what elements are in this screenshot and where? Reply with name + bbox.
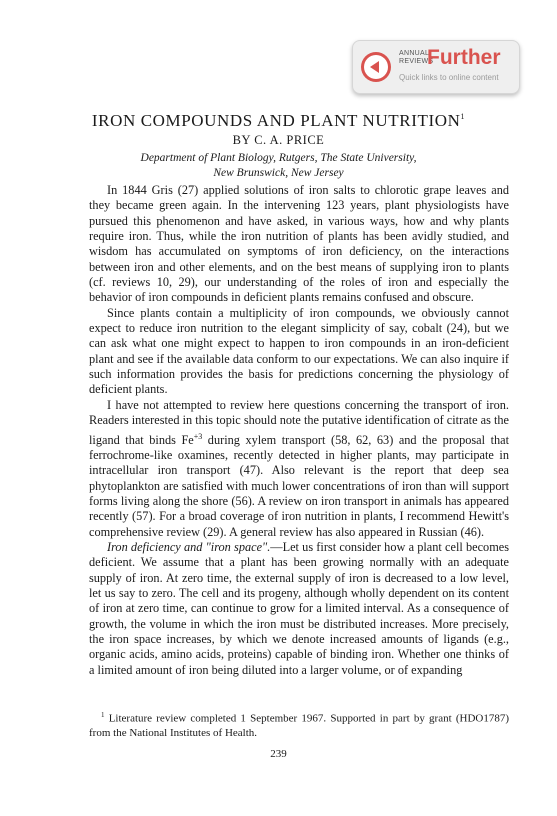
paragraph-1: In 1844 Gris (27) applied solutions of iron salts to chlorotic grape leaves and they became green again. In the intervening 123 years, plant physiologists have pursued this phenomenon and have asked, in various ways, how and why plants require iron. Thus, while the iron nutrition of plants has been avidly studied, and wisdom has accumulated on symptoms of iron deficiency, on the interactions between iron and other elements, and on the best means of supplying iron to plants (cf. reviews 10, 29), our understanding of the roles of iron and especially the behavior of iron compounds in deficient plants remains confused and obscure. [89,183,509,305]
title-footnote-marker: 1 [460,112,466,121]
paragraph-2: Since plants contain a multiplicity of iron compounds, we obviously cannot expect to reduce iron nutrition to the elegant simplicity of say, cobalt (24), but we can ask what one might expect to happen to iron compounds in an iron-deficient plant and see if the available data conform to our expectations. We can also inquire if such information provides the basis for predictions concerning the physiology of deficient plants. [89,305,509,397]
paragraph-4-text: —Let us first consider how a plant cell becomes deficient. We assume that a plant has been growing normally with an adequate supply of iron. At zero time, the external supply of iron is decreased to a low level, let us say to zero. The cell and its progeny, although wholly dependent on its content of iron at zero time, can continue to grow for a limited interval. As a consequence of growth, the volume in which the iron must be distributed increases. More precisely, the iron space increases, by which we denote increased amounts of ligands (e.g., organic acids, amino acids, proteins) capable of binding iron. Whether one thinks of a limited amount of iron being diluted into a larger volume, or of expanding [89,540,510,677]
paragraph-3 [89,398,509,540]
annual-reviews-logo-text: ANNUAL REVIEWS [399,50,434,65]
footnote-marker: 1 [101,711,105,719]
article-title [0,107,557,131]
title-text: IRON COMPOUNDS AND PLANT NUTRITION [91,111,461,130]
footnote-text: Literature review completed 1 September 1967. Supported in part by grant (HDO1787) from the National Institutes of Health. [89,712,509,739]
affiliation-line-2: New Brunswick, New Jersey [213,167,344,179]
further-badge-link[interactable] [352,40,520,94]
author-line: BY C. A. PRICE [232,133,325,147]
ferric-charge-superscript: +3 [193,431,203,441]
affiliation-line-1: Department of Plant Biology, Rutgers, The State University, [140,152,417,164]
paragraph-4 [89,540,509,678]
article-body [89,183,509,678]
paragraph-3-text-b: during xylem transport (58, 62, 63) and the proposal that ferrochrome-like oxamines, recently detected in higher plants, may participate in intracellular iron transport (47). Also relevant is the report that deep sea phytoplankton are satisfied with much lower concentrations of iron than will support forms living along the shore (56). A review on iron transport in animals has appeared recently (57). For a broad coverage of iron nutrition in plants, I recommend Hewitt's comprehensive review (29). A general review has also appeared in Russian (46). [89,432,510,539]
footnote [89,708,509,740]
paragraph-3-text-a: I have not attempted to review here questions concerning the transport of iron. Readers interested in this topic should note the putative identification of citrate as the ligand that binds Fe [89,397,509,447]
further-logo-text: Further [427,46,501,69]
back-arrow-icon [361,52,391,82]
badge-subtitle: Quick links to online content [399,73,499,82]
section-heading-iron-deficiency: Iron deficiency and "iron space". [107,540,271,554]
page-number: 239 [270,748,287,760]
